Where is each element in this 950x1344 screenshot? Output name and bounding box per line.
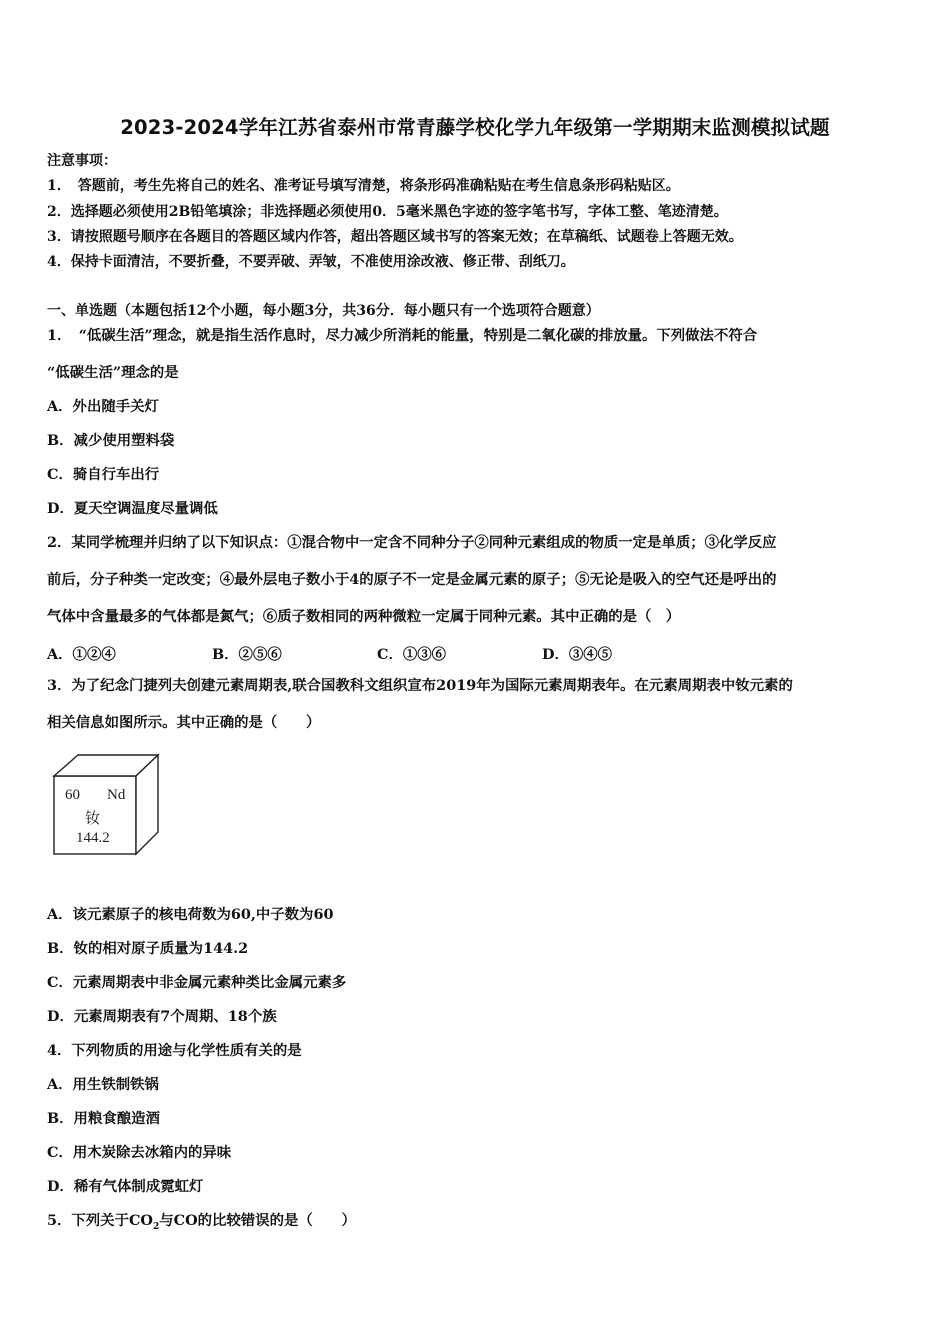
q3-option-b: B．钕的相对原子质量为144.2 xyxy=(47,940,249,957)
q4-option-d: D．稀有气体制成霓虹灯 xyxy=(47,1178,204,1195)
note-item-4: 4．保持卡面清洁，不要折叠，不要弄破、弄皱，不准使用涂改液、修正带、刮纸刀。 xyxy=(47,254,575,270)
q4-stem: 4．下列物质的用途与化学性质有关的是 xyxy=(47,1042,302,1059)
element-symbol: Nd xyxy=(107,787,126,803)
element-name: 钕 xyxy=(85,811,101,827)
q1-option-a: A．外出随手关灯 xyxy=(47,398,159,415)
q3-option-d: D．元素周期表有7个周期、18个族 xyxy=(47,1008,277,1025)
q2-option-c: C．①③⑥ xyxy=(377,646,447,663)
q2-stem-line2: 前后，分子种类一定改变；④最外层电子数小于4的原子不一定是金属元素的原子；⑤无论是吸入的空气还是呼出的 xyxy=(47,571,777,588)
q2-stem-line1: 2．某同学梳理并归纳了以下知识点：①混合物中一定含不同种分子②同种元素组成的物质一定是单质；③化学反应 xyxy=(47,534,777,551)
note-item-3: 3．请按照题号顺序在各题目的答题区域内作答，超出答题区域书写的答案无效；在草稿纸、试题卷上答题无效。 xyxy=(47,229,743,245)
section-heading: 一、单选题（本题包括12个小题，每小题3分，共36分．每小题只有一个选项符合题意） xyxy=(47,303,600,319)
note-item-2: 2．选择题必须使用2B铅笔填涂；非选择题必须使用0．5毫米黑色字迹的签字笔书写，字体工整、笔迹清楚。 xyxy=(47,204,728,220)
element-atomic-number: 60 xyxy=(65,787,80,803)
q4-option-a: A．用生铁制铁锅 xyxy=(47,1076,159,1093)
q5-stem-subscript: 2 xyxy=(152,1221,160,1232)
q2-stem-line3: 气体中含量最多的气体都是氮气；⑥质子数相同的两种微粒一定属于同种元素。其中正确的是（ ） xyxy=(47,608,681,625)
q3-stem-line1: 3．为了纪念门捷列夫创建元素周期表,联合国教科文组织宣布2019年为国际元素周期表年。在元素周期表中钕元素的 xyxy=(47,677,793,694)
q1-stem-line1: 1． “低碳生活”理念，就是指生活作息时，尽力减少所消耗的能量，特别是二氧化碳的排放量。下列做法不符合 xyxy=(47,327,758,344)
element-atomic-mass: 144.2 xyxy=(76,830,110,846)
q5-stem-suffix: 与CO的比较错误的是（ ） xyxy=(159,1212,356,1229)
q1-option-c: C．骑自行车出行 xyxy=(47,466,160,483)
q2-option-b: B．②⑤⑥ xyxy=(212,646,282,663)
q1-stem-line2: “低碳生活”理念的是 xyxy=(47,364,179,381)
q4-option-b: B．用粮食酿造酒 xyxy=(47,1110,160,1127)
q4-option-c: C．用木炭除去冰箱内的异味 xyxy=(47,1144,232,1161)
note-item-1: 1． 答题前，考生先将自己的姓名、准考证号填写清楚，将条形码准确粘贴在考生信息条形码粘贴区。 xyxy=(47,178,680,194)
q1-option-b: B．减少使用塑料袋 xyxy=(47,432,175,449)
q2-option-d: D．③④⑤ xyxy=(542,646,613,663)
q3-option-c: C．元素周期表中非金属元素种类比金属元素多 xyxy=(47,974,347,991)
q5-stem-prefix: 5．下列关于CO xyxy=(47,1212,153,1229)
q2-option-a: A．①②④ xyxy=(47,646,116,663)
q3-stem-line2: 相关信息如图所示。其中正确的是（ ） xyxy=(47,714,321,731)
notes-heading: 注意事项： xyxy=(47,153,117,169)
q5-stem xyxy=(47,1212,356,1236)
q1-option-d: D．夏天空调温度尽量调低 xyxy=(47,500,218,517)
element-card-figure xyxy=(52,752,162,858)
q3-option-a: A．该元素原子的核电荷数为60,中子数为60 xyxy=(47,906,334,923)
page-title: 2023-2024学年江苏省泰州市常青藤学校化学九年级第一学期期末监测模拟试题 xyxy=(120,116,830,139)
